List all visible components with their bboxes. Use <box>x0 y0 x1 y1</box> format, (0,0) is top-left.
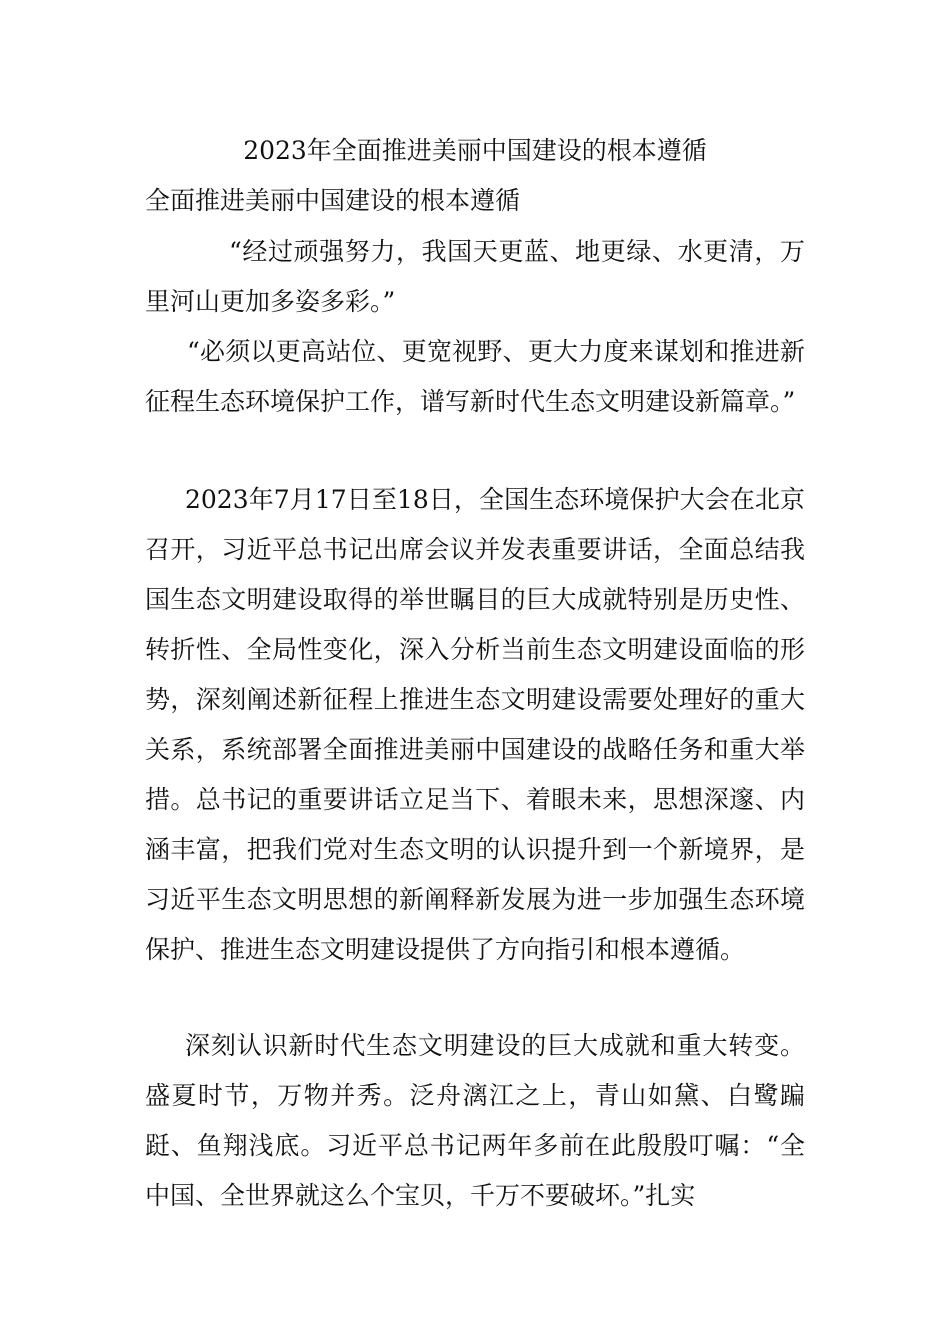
paragraph-quote-2: “必须以更高站位、更宽视野、更大力度来谋划和推进新征程生态环境保护工作，谱写新时代生态文明建设新篇章。” <box>145 337 805 416</box>
paragraph-achievements: 深刻认识新时代生态文明建设的巨大成就和重大转变。盛夏时节，万物并秀。泛舟漓江之上，青山如黛、白鹭蹁跹、鱼翔浅底。习近平总书记两年多前在此殷殷叮嘱：“全中国、全世界就这么个宝贝，千万不要破坏。”扎实 <box>145 1031 805 1210</box>
document-subtitle: 全面推进美丽中国建设的根本遵循 <box>145 186 521 215</box>
paragraph-quote-1: “经过顽强努力，我国天更蓝、地更绿、水更清，万里河山更加多姿多彩。” <box>145 237 805 316</box>
document-title: 2023年全面推进美丽中国建设的根本遵循 <box>243 136 707 165</box>
paragraph-conference: 2023年7月17日至18日，全国生态环境保护大会在北京召开，习近平总书记出席会议并发表重要讲话，全面总结我国生态文明建设取得的举世瞩目的巨大成就特别是历史性、转折性、全局性变化，深入分析当前生态文明建设面临的形势，深刻阐述新征程上推进生态文明建设需要处理好的重大关系，系统部署全面推进美丽中国建设的战略任务和重大举措。总书记的重要讲话立足当下、着眼未来，思想深邃、内涵丰富，把我们党对生态文明的认识提升到一个新境界，是习近平生态文明思想的新阐释新发展为进一步加强生态环境保护、推进生态文明建设提供了方向指引和根本遵循。 <box>145 485 805 964</box>
